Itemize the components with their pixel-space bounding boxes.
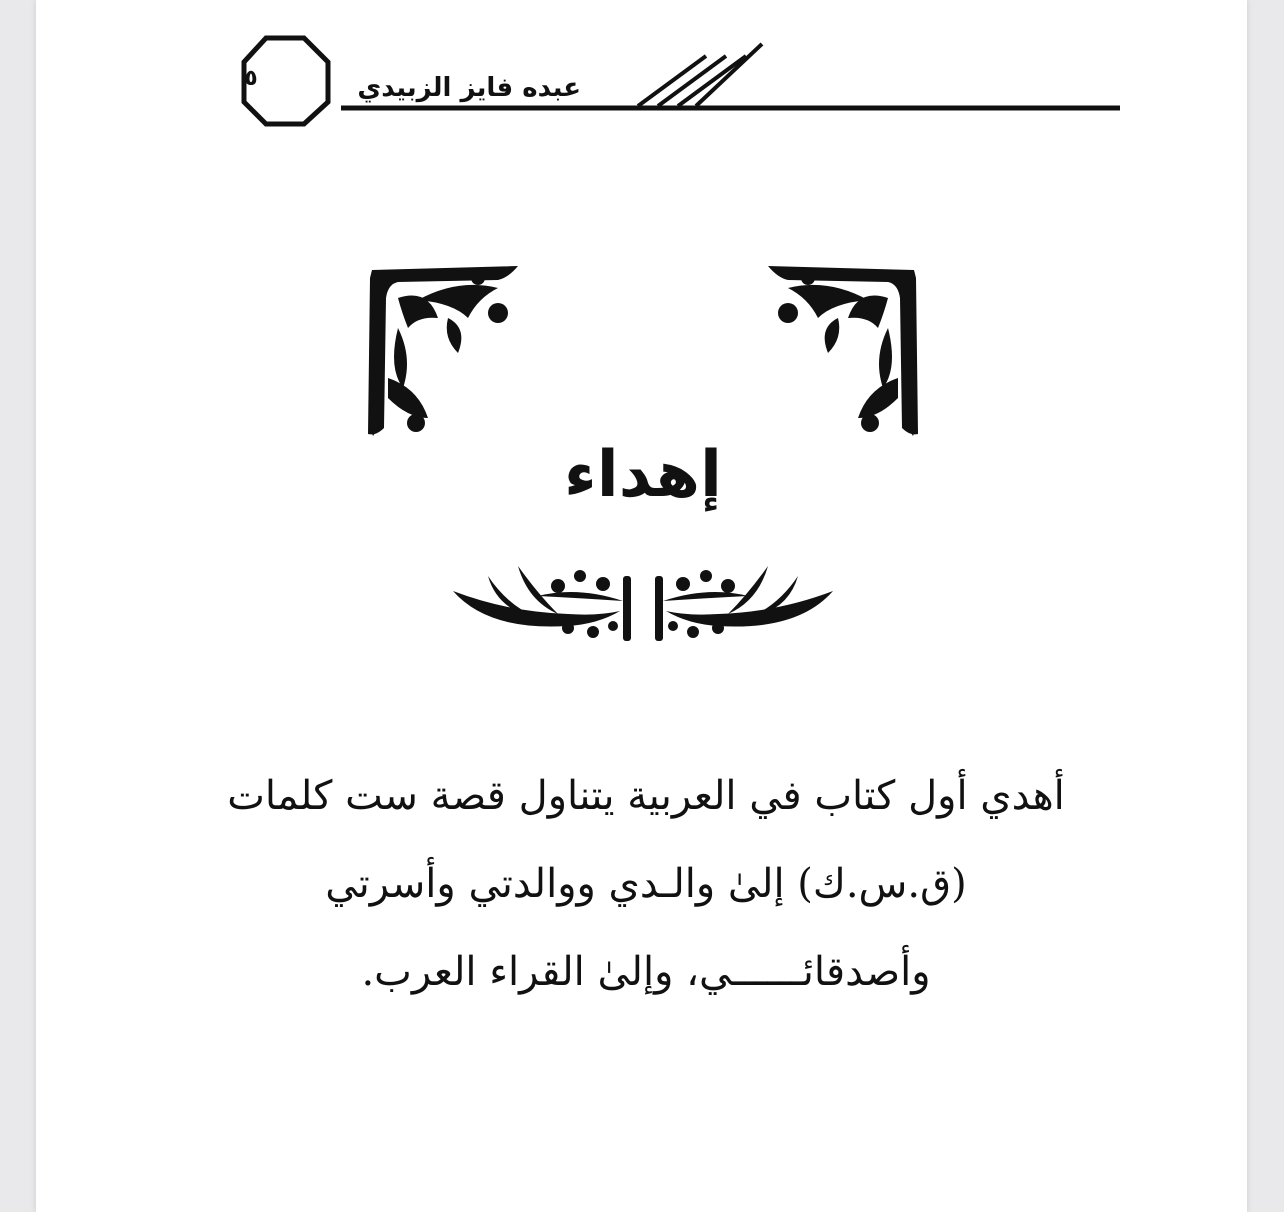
page-number: ٥ xyxy=(244,65,258,91)
author-name: عبده فايز الزبيدي xyxy=(357,73,581,103)
dedication-text: أهدي أول كتاب في العربية يتناول قصة ست كلمات (ق.س.ك) إلىٰ والـدي ووالدتي وأسرتي وأصدقائــــــي، وإلىٰ القراء العرب. xyxy=(227,773,1065,995)
dedication-title: إهداء xyxy=(564,438,722,512)
book-page xyxy=(36,0,1247,1212)
floral-corner-left-icon xyxy=(358,258,528,443)
floral-divider-icon xyxy=(448,556,838,651)
floral-corner-right-icon xyxy=(758,258,928,443)
